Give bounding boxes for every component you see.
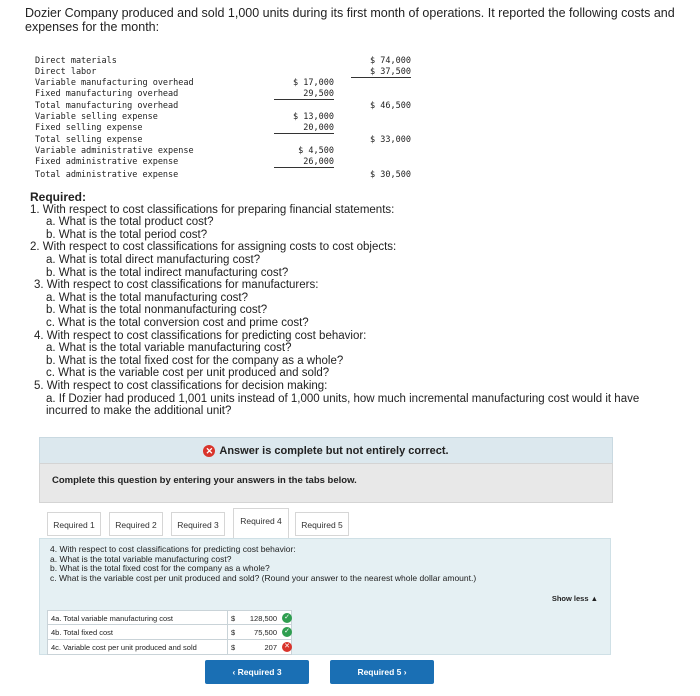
answer-value: 207 [264, 643, 277, 652]
x-icon: ✕ [282, 642, 292, 652]
panel-question-line: c. What is the variable cost per unit produced and sold? (Round your answer to the nearest whole dollar amount.) [50, 572, 477, 583]
answer-input[interactable] [227, 640, 294, 654]
cost-total: $ 37,500 [351, 67, 411, 78]
show-less-link[interactable]: Show less ▲ [551, 594, 598, 603]
cost-label: Direct labor [35, 67, 97, 77]
dollar-sign: $ [231, 614, 236, 623]
tab-required-2[interactable]: Required 2 [109, 512, 163, 536]
instruction-box [39, 463, 613, 503]
panel-question-line: a. What is the total variable manufacturing cost? [50, 553, 232, 564]
answer-label: 4c. Variable cost per unit produced and sold [51, 643, 197, 652]
cost-label: Direct materials [35, 56, 117, 66]
question-4a: a. What is the total variable manufacturing cost? [46, 342, 292, 355]
question-3: 3. With respect to cost classifications for manufacturers: [34, 279, 319, 292]
tab-required-4[interactable]: Required 4 [233, 508, 289, 538]
cost-subamount: $ 13,000 [293, 112, 334, 122]
question-3a: a. What is the total manufacturing cost? [46, 291, 248, 304]
cost-label: Variable manufacturing overhead [35, 78, 194, 88]
question-3c: c. What is the total conversion cost and prime cost? [46, 316, 309, 329]
required-list [30, 191, 670, 418]
answer-panel [39, 538, 611, 655]
cost-total: $ 74,000 [370, 56, 411, 66]
check-icon: ✓ [282, 613, 292, 623]
tab-required-3[interactable]: Required 3 [171, 512, 225, 536]
tab-required-1[interactable]: Required 1 [47, 512, 101, 536]
cost-label: Total administrative expense [35, 170, 179, 180]
dollar-sign: $ [231, 643, 236, 652]
cost-subamount: 20,000 [274, 123, 334, 134]
answer-input[interactable] [227, 611, 294, 625]
error-icon: ✕ [203, 445, 215, 457]
panel-question [50, 545, 476, 583]
cost-label: Fixed selling expense [35, 123, 143, 133]
question-5a: a. If Dozier had produced 1,001 units instead of 1,000 units, how much incremental manufacturing cost would it have incurred to make the additional unit? [46, 392, 640, 418]
result-banner [39, 437, 613, 464]
required-heading: Required: [30, 190, 87, 204]
result-banner-text: Answer is complete but not entirely correct. [219, 444, 449, 457]
dollar-sign: $ [231, 628, 236, 637]
answer-row [47, 625, 292, 640]
next-required-button[interactable]: Required 5 › [330, 660, 434, 684]
answer-row [47, 640, 292, 655]
question-2: 2. With respect to cost classifications for assigning costs to cost objects: [30, 241, 397, 254]
panel-question-line: b. What is the total fixed cost for the company as a whole? [50, 563, 270, 574]
answer-value: 128,500 [249, 614, 277, 623]
question-1a: a. What is the total product cost? [46, 216, 214, 229]
cost-subamount: 29,500 [274, 89, 334, 100]
answer-value: 75,500 [254, 628, 277, 637]
question-4: 4. With respect to cost classifications for predicting cost behavior: [34, 329, 367, 342]
question-3b: b. What is the total nonmanufacturing cost? [46, 304, 268, 317]
cost-label: Variable administrative expense [35, 146, 194, 156]
panel-question-line: 4. With respect to cost classifications for predicting cost behavior: [50, 544, 296, 554]
cost-subamount: $ 17,000 [293, 78, 334, 88]
check-icon: ✓ [282, 627, 292, 637]
cost-total: $ 33,000 [370, 135, 411, 145]
problem-intro: Dozier Company produced and sold 1,000 units during its first month of operations. It reported the following costs and expenses for the month: [25, 6, 675, 34]
question-1: 1. With respect to cost classifications for preparing financial statements: [30, 203, 395, 216]
answer-label: 4b. Total fixed cost [51, 628, 113, 637]
cost-label: Variable selling expense [35, 112, 158, 122]
question-5: 5. With respect to cost classifications for decision making: [34, 379, 328, 392]
cost-label: Total manufacturing overhead [35, 101, 179, 111]
cost-label: Fixed manufacturing overhead [35, 89, 179, 99]
cost-total: $ 46,500 [370, 101, 411, 111]
cost-label: Total selling expense [35, 135, 143, 145]
question-1b: b. What is the total period cost? [46, 228, 208, 241]
question-4c: c. What is the variable cost per unit produced and sold? [46, 367, 330, 380]
instruction-text: Complete this question by entering your answers in the tabs below. [52, 475, 357, 486]
tab-required-5[interactable]: Required 5 [295, 512, 349, 536]
cost-label: Fixed administrative expense [35, 157, 179, 167]
answer-input[interactable] [227, 625, 294, 639]
answer-table [47, 610, 292, 655]
answer-row [47, 610, 292, 625]
answer-label: 4a. Total variable manufacturing cost [51, 614, 174, 623]
question-2a: a. What is total direct manufacturing cost? [46, 253, 261, 266]
cost-subamount: $ 4,500 [298, 146, 334, 156]
question-4b: b. What is the total fixed cost for the company as a whole? [46, 354, 344, 367]
question-2b: b. What is the total indirect manufacturing cost? [46, 266, 289, 279]
prev-required-button[interactable]: ‹ Required 3 [205, 660, 309, 684]
cost-subamount: 26,000 [274, 157, 334, 168]
cost-total: $ 30,500 [370, 170, 411, 180]
